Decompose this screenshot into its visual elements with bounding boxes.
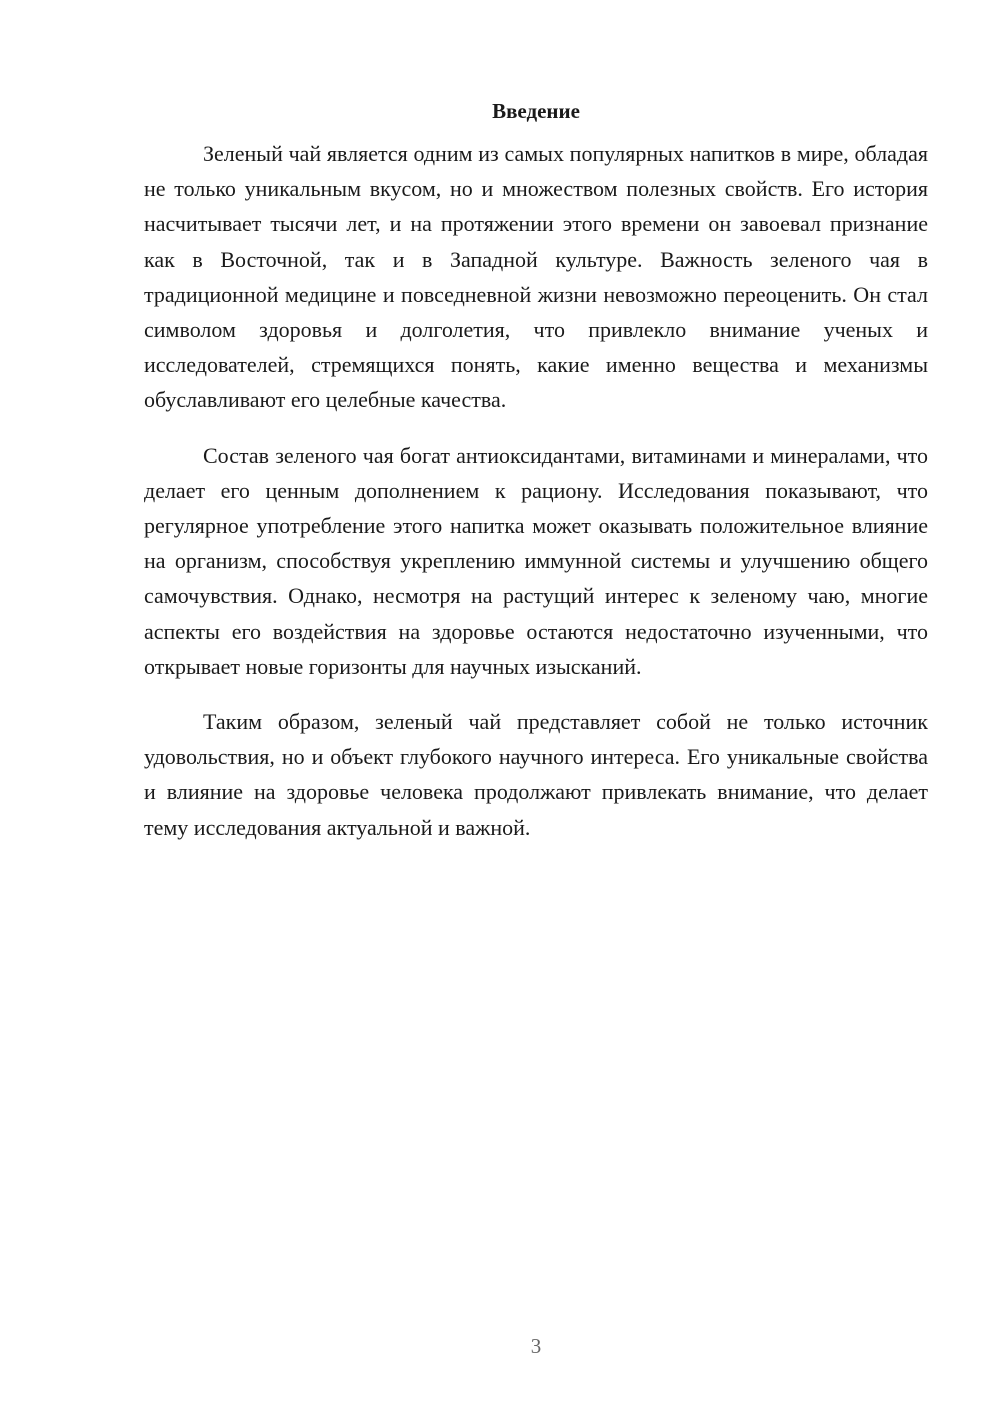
paragraph-2: Состав зеленого чая богат антиоксидантами, витаминами и минералами, что делает его ценным дополнением к рациону. Исследования показывают, что регулярное употребление этого напитка может оказывать положительное влияние на организм, способствуя укреплению иммунной системы и улучшению общего самочувствия. Однако, несмотря на растущий интерес к зеленому чаю, многие аспекты его воздействия на здоровье остаются недостаточно изученными, что открывает новые горизонты для научных изысканий.: [144, 442, 928, 679]
page-number: 3: [530, 1334, 542, 1358]
page-content: [144, 96, 928, 865]
paragraph-1: Зеленый чай является одним из самых популярных напитков в мире, обладая не только уникальным вкусом, но и множеством полезных свойств. Его история насчитывает тысячи лет, и на протяжении этого времени он завоевал признание как в Восточной, так и в Западной культуре. Важность зеленого чая в традиционной медицине и повседневной жизни невозможно переоценить. Он стал символом здоровья и долголетия, что привлекло внимание ученых и исследователей, стремящихся понять, какие именно вещества и механизмы обуславливают его целебные качества.: [144, 141, 928, 413]
section-title: Введение: [492, 99, 580, 123]
paragraph-3: Таким образом, зеленый чай представляет собой не только источник удовольствия, но и объект глубокого научного интереса. Его уникальные свойства и влияние на здоровье человека продолжают привлекать внимание, что делает тему исследования актуальной и важной.: [144, 709, 928, 840]
